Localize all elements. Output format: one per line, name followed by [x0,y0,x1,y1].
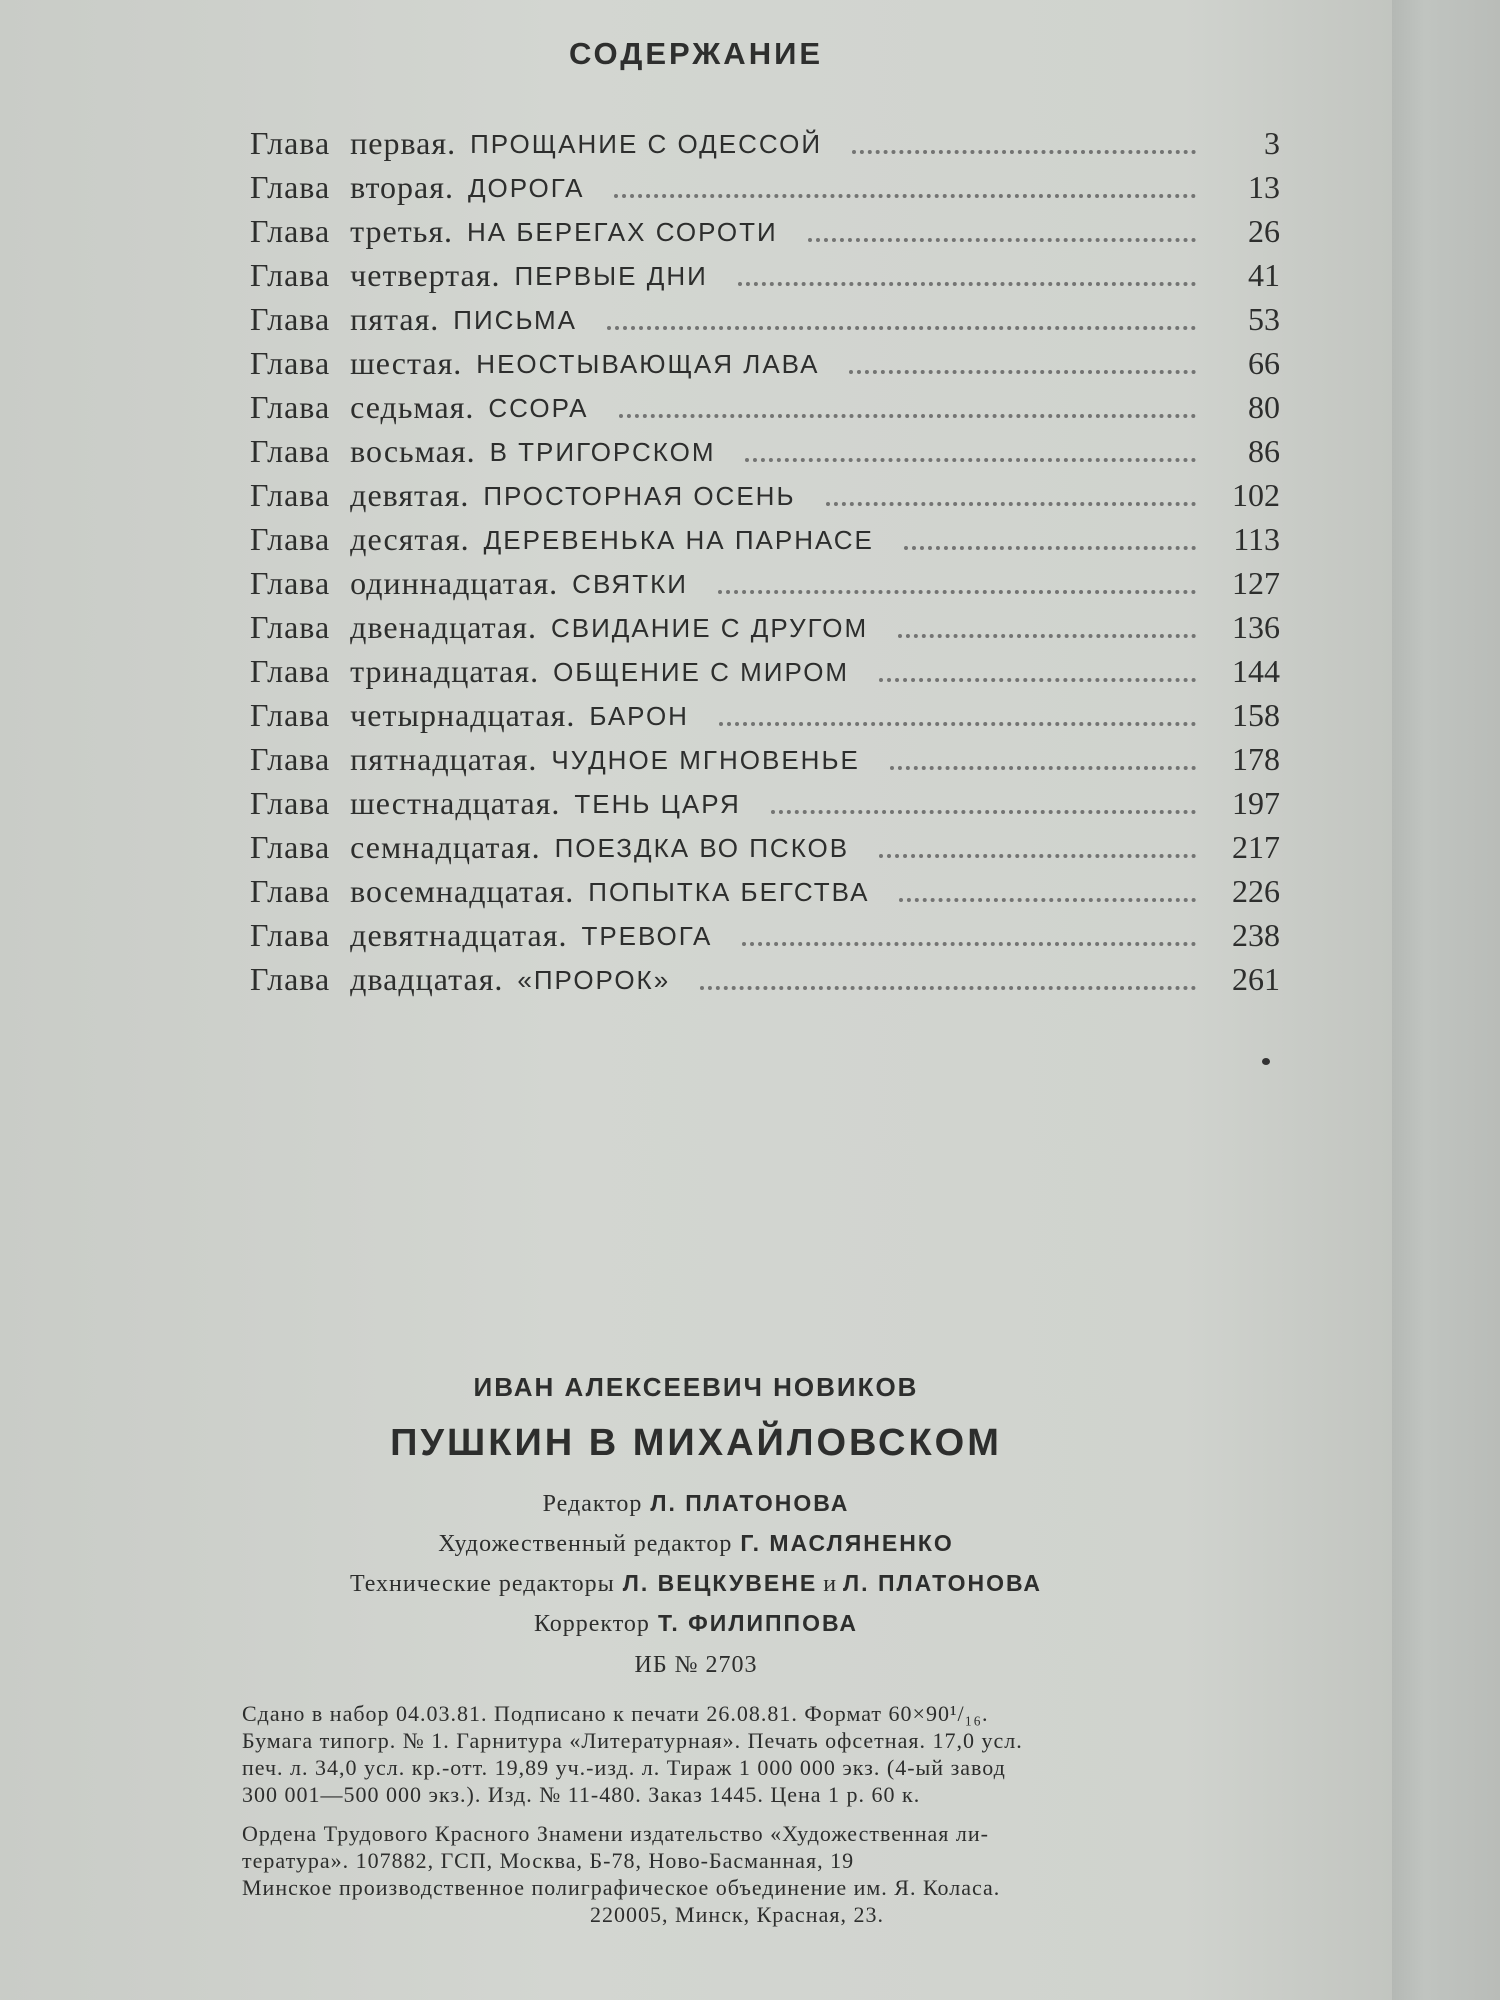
dot-leader [808,238,1196,242]
dot-leader [890,766,1196,770]
chapter-page-number: 197 [1232,785,1280,821]
chapter-title: ССОРА [488,393,589,423]
toc-entry [250,690,1280,734]
chapter-page-number: 144 [1232,653,1280,689]
dot-leader [619,414,1196,418]
dot-leader [771,810,1196,814]
author-name: ИВАН АЛЕКСЕЕВИЧ НОВИКОВ [473,1372,919,1402]
chapter-page-number: 66 [1248,345,1280,381]
ink-speck [1262,1058,1270,1065]
chapter-page-number: 178 [1232,741,1280,777]
toc-entry [250,118,1280,162]
dot-leader [700,986,1196,990]
chapter-word: Глава [250,697,331,733]
publisher-line: Ордена Трудового Красного Знамени издательство «Художественная ли- [242,1821,989,1846]
tech-editors-conjunction: и [823,1571,838,1597]
chapter-word: Глава [250,609,331,645]
printer-address: 220005, Минск, Красная, 23. [590,1902,884,1927]
toc-title: СОДЕРЖАНИЕ [568,36,824,71]
chapter-page-number: 13 [1248,169,1280,205]
chapter-ordinal: вторая. [350,169,454,205]
publication-specs [242,1700,1232,1928]
dot-leader [879,854,1196,858]
chapter-title: НЕОСТЫВАЮЩАЯ ЛАВА [476,349,820,379]
tech-editors-label: Технические редакторы [349,1571,615,1597]
dot-leader [607,326,1196,330]
chapter-word: Глава [250,741,331,777]
toc-entry [250,382,1280,426]
toc-entry [250,910,1280,954]
chapter-ordinal: двенадцатая. [350,609,537,645]
chapter-word: Глава [250,917,331,953]
chapter-title: ТРЕВОГА [581,921,713,951]
chapter-ordinal: восьмая. [350,433,476,469]
toc-entry [250,646,1280,690]
chapter-ordinal: девятнадцатая. [350,917,568,953]
chapter-title: ПОЕЗДКА ВО ПСКОВ [554,833,850,863]
chapter-title: ПИСЬМА [453,305,577,335]
chapter-word: Глава [250,125,331,161]
chapter-ordinal: пятая. [350,301,440,337]
chapter-title: ДЕРЕВЕНЬКА НА ПАРНАСЕ [483,525,874,555]
chapter-word: Глава [250,785,331,821]
chapter-ordinal: третья. [350,213,454,249]
toc-entry [250,954,1280,998]
chapter-title: ТЕНЬ ЦАРЯ [574,789,741,819]
toc-entry [250,338,1280,382]
toc-entry [250,294,1280,338]
dot-leader [879,678,1196,682]
dot-leader [826,502,1196,506]
ib-number: ИБ № 2703 [634,1652,758,1678]
specs-line: 300 001—500 000 экз.). Изд. № 11-480. Заказ 1445. Цена 1 р. 60 к. [242,1782,921,1807]
book-title: ПУШКИН В МИХАЙЛОВСКОМ [390,1422,1002,1464]
chapter-word: Глава [250,301,331,337]
tech-editor-1: Л. ВЕЦКУВЕНЕ [622,1570,818,1596]
chapter-page-number: 238 [1232,917,1280,953]
chapter-page-number: 3 [1264,125,1280,161]
toc-entry [250,734,1280,778]
chapter-title: ПРОЩАНИЕ С ОДЕССОЙ [470,129,823,159]
chapter-page-number: 113 [1233,521,1280,557]
specs-line: Бумага типогр. № 1. Гарнитура «Литературная». Печать офсетная. 17,0 усл. [242,1728,1023,1753]
chapter-word: Глава [250,257,331,293]
chapter-word: Глава [250,565,331,601]
chapter-word: Глава [250,521,331,557]
chapter-ordinal: четырнадцатая. [350,697,576,733]
chapter-word: Глава [250,961,331,997]
chapter-title: ПОПЫТКА БЕГСТВА [588,877,870,907]
chapter-page-number: 226 [1232,873,1280,909]
chapter-page-number: 261 [1232,961,1280,997]
editor-name: Л. ПЛАТОНОВА [650,1490,850,1516]
dot-leader [742,942,1196,946]
toc-entry [250,558,1280,602]
chapter-title: СВИДАНИЕ С ДРУГОМ [550,613,869,643]
toc-entry [250,778,1280,822]
chapter-ordinal: одиннадцатая. [350,565,559,601]
dot-leader [899,898,1196,902]
chapter-ordinal: семнадцатая. [350,829,541,865]
chapter-title: «ПРОРОК» [517,965,671,995]
chapter-ordinal: восемнадцатая. [350,873,575,909]
chapter-ordinal: шестая. [350,345,463,381]
chapter-page-number: 86 [1248,433,1280,469]
toc-entry [250,162,1280,206]
dot-leader [898,634,1196,638]
toc-entry [250,250,1280,294]
toc-entry [250,470,1280,514]
dot-leader [614,194,1196,198]
chapter-title: ПЕРВЫЕ ДНИ [514,261,708,291]
art-editor-name: Г. МАСЛЯНЕНКО [740,1530,954,1556]
toc-entry [250,514,1280,558]
chapter-page-number: 102 [1232,477,1280,513]
chapter-title: ДОРОГА [467,173,585,203]
toc-entry [250,822,1280,866]
chapter-ordinal: тринадцатая. [350,653,540,689]
tech-editor-2: Л. ПЛАТОНОВА [843,1570,1043,1596]
chapter-word: Глава [250,345,331,381]
chapter-page-number: 80 [1248,389,1280,425]
chapter-title: НА БЕРЕГАХ СОРОТИ [467,217,778,247]
tech-editors-credit [0,1570,1392,1598]
chapter-title: БАРОН [589,701,689,731]
chapter-page-number: 26 [1248,213,1280,249]
proofreader-name: Т. ФИЛИППОВА [657,1610,859,1636]
toc-list [250,118,1280,998]
chapter-ordinal: шестнадцатая. [350,785,561,821]
chapter-ordinal: пятнадцатая. [350,741,538,777]
toc-entry [250,866,1280,910]
dot-leader [849,370,1196,374]
chapter-page-number: 158 [1232,697,1280,733]
chapter-ordinal: седьмая. [350,389,475,425]
dot-leader [904,546,1196,550]
toc-entry [250,602,1280,646]
dot-leader [745,458,1196,462]
chapter-ordinal: двадцатая. [350,961,504,997]
chapter-word: Глава [250,873,331,909]
dot-leader [719,722,1196,726]
dot-leader [852,150,1196,154]
page-edge [1392,0,1500,2000]
chapter-page-number: 41 [1248,257,1280,293]
chapter-ordinal: десятая. [350,521,470,557]
chapter-page-number: 53 [1248,301,1280,337]
dot-leader [718,590,1196,594]
chapter-word: Глава [250,653,331,689]
art-editor-label: Художественный редактор [438,1531,733,1557]
printer-line: Минское производственное полиграфическое объединение им. Я. Коласа. [242,1875,1001,1900]
chapter-title: ПРОСТОРНАЯ ОСЕНЬ [483,481,796,511]
toc-entry [250,426,1280,470]
chapter-word: Глава [250,389,331,425]
specs-line: Сдано в набор 04.03.81. Подписано к печати 26.08.81. Формат 60×90¹/₁₆. [242,1701,989,1726]
chapter-page-number: 127 [1232,565,1280,601]
proofreader-credit [0,1610,1392,1638]
publisher-line: тература». 107882, ГСП, Москва, Б-78, Ново-Басманная, 19 [242,1848,855,1873]
chapter-ordinal: первая. [350,125,457,161]
chapter-word: Глава [250,829,331,865]
chapter-page-number: 136 [1232,609,1280,645]
chapter-word: Глава [250,433,331,469]
chapter-title: ОБЩЕНИЕ С МИРОМ [553,657,850,687]
editor-label: Редактор [542,1491,643,1517]
art-editor-credit [0,1530,1392,1558]
proofreader-label: Корректор [533,1611,650,1637]
editor-credit [0,1490,1392,1518]
chapter-title: В ТРИГОРСКОМ [489,437,716,467]
chapter-page-number: 217 [1232,829,1280,865]
chapter-word: Глава [250,477,331,513]
chapter-word: Глава [250,169,331,205]
specs-line: печ. л. 34,0 усл. кр.-отт. 19,89 уч.-изд. л. Тираж 1 000 000 экз. (4-ый завод [242,1755,1006,1780]
chapter-title: ЧУДНОЕ МГНОВЕНЬЕ [551,745,860,775]
chapter-title: СВЯТКИ [572,569,688,599]
chapter-word: Глава [250,213,331,249]
dot-leader [738,282,1196,286]
chapter-ordinal: четвертая. [350,257,501,293]
chapter-ordinal: девятая. [350,477,470,513]
toc-entry [250,206,1280,250]
